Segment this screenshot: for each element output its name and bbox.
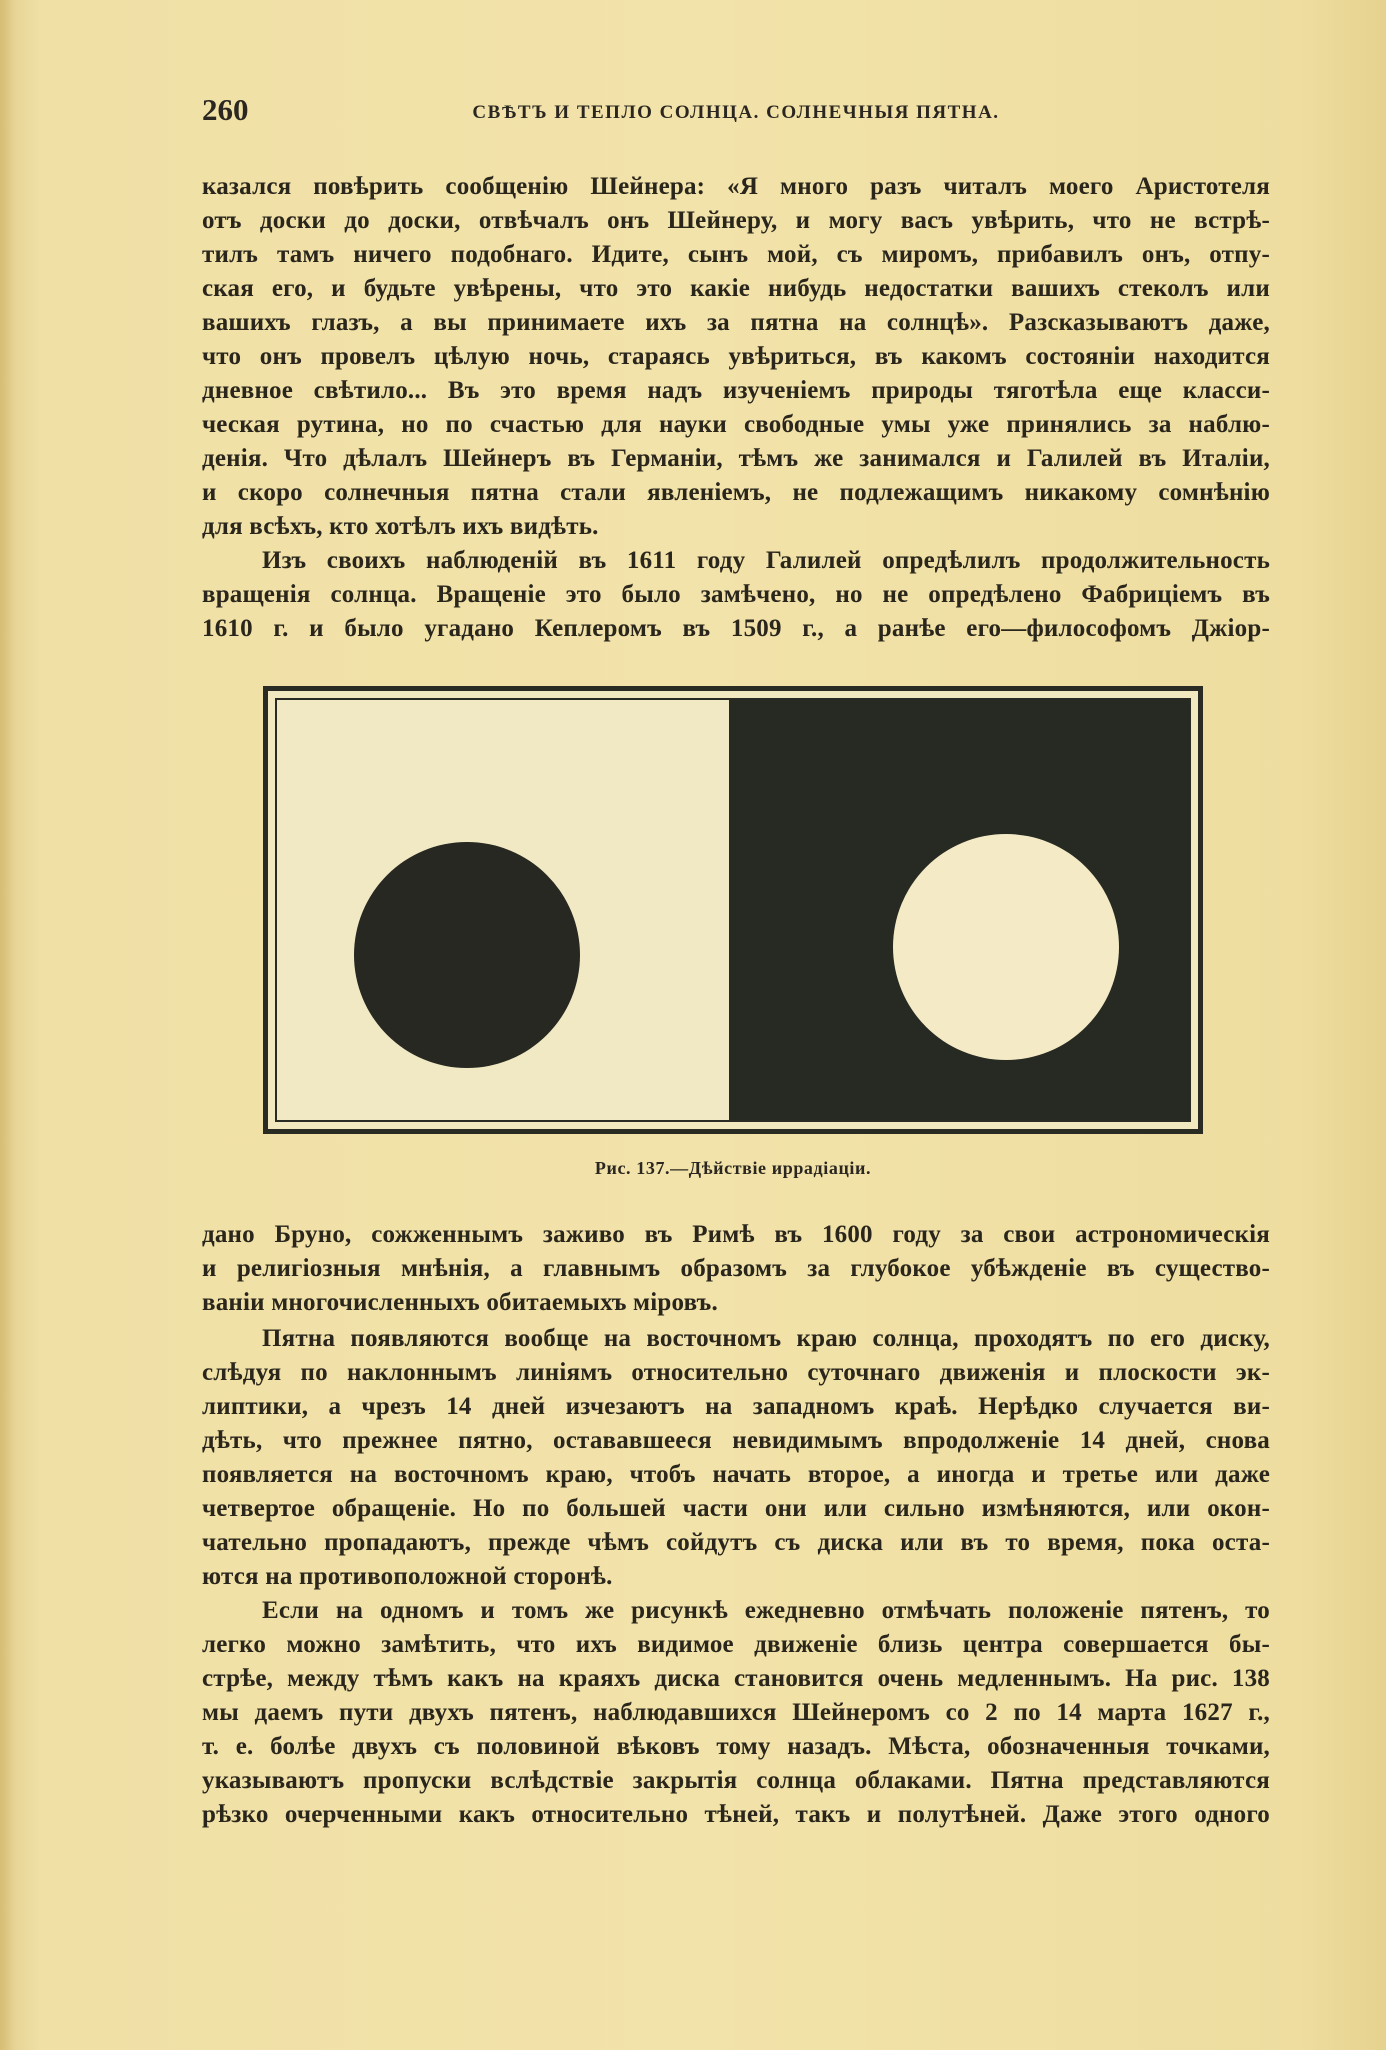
light-disc: [893, 834, 1119, 1060]
text-line: Если на одномъ и томъ же рисункѣ ежедневно отмѣчать положеніе пятенъ, то: [262, 1597, 1270, 1624]
paragraph-5: [202, 1594, 1270, 1832]
text-line: дневное свѣтило... Въ это время надъ изученіемъ природы тяготѣла еще класси-: [202, 377, 1270, 404]
text-line: появляется на восточномъ краю, чтобъ начать второе, а иногда и третье или даже: [202, 1461, 1270, 1488]
text-line: вашихъ глазъ, а вы принимаете ихъ за пятна на солнцѣ». Разсказываютъ даже,: [202, 309, 1270, 336]
text-line: дѣть, что прежнее пятно, остававшееся невидимымъ впродолженіе 14 дней, снова: [202, 1427, 1270, 1454]
text-line: ваніи многочисленныхъ обитаемыхъ міровъ.: [202, 1289, 718, 1316]
text-line: липтики, а чрезъ 14 дней изчезаютъ на западномъ краѣ. Нерѣдко случается ви-: [202, 1393, 1270, 1420]
text-line: т. е. болѣе двухъ съ половиной вѣковъ тому назадъ. Мѣста, обозначенныя точками,: [202, 1733, 1270, 1760]
irradiation-figure: [263, 686, 1203, 1134]
paragraph-4: [202, 1322, 1270, 1594]
text-line: чательно пропадаютъ, прежде чѣмъ сойдутъ съ диска или въ то время, пока оста-: [202, 1529, 1270, 1556]
page-number: 260: [202, 92, 249, 127]
text-line: рѣзко очерченными какъ относительно тѣней, такъ и полутѣней. Даже этого одного: [202, 1801, 1270, 1828]
text-line: для всѣхъ, кто хотѣлъ ихъ видѣть.: [202, 513, 599, 540]
text-line: слѣдуя по наклоннымъ линіямъ относительно суточнаго движенія и плоскости эк-: [202, 1359, 1270, 1386]
text-line: дано Бруно, сожженнымъ заживо въ Римѣ въ 1600 году за свои астрономическія: [202, 1221, 1270, 1248]
text-line: отъ доски до доски, отвѣчалъ онъ Шейнеру, и могу васъ увѣрить, что не встрѣ-: [202, 207, 1270, 234]
paragraph-3: [202, 1218, 1270, 1320]
paragraph-1: [202, 170, 1270, 544]
figure-caption: Рис. 137.—Дѣйствіе иррадіаціи.: [594, 1158, 872, 1178]
dark-panel: [729, 700, 1189, 1120]
text-line: что онъ провелъ цѣлую ночь, стараясь увѣриться, въ какомъ состояніи находится: [202, 343, 1270, 370]
text-line: и религіозныя мнѣнія, а главнымъ образомъ за глубокое убѣжденіе въ существо-: [202, 1255, 1270, 1282]
dark-disc: [354, 842, 580, 1068]
text-line: указываютъ пропуски вслѣдствіе закрытія солнца облаками. Пятна представляются: [202, 1767, 1270, 1794]
text-line: казался повѣрить сообщенію Шейнера: «Я много разъ читалъ моего Аристотеля: [202, 173, 1270, 200]
text-line: вращенія солнца. Вращеніе это было замѣчено, но не опредѣлено Фабриціемъ въ: [202, 581, 1270, 608]
page-edge: [0, 0, 14, 2050]
text-line: тилъ тамъ ничего подобнаго. Идите, сынъ мой, съ миромъ, прибавилъ онъ, отпу-: [202, 241, 1270, 268]
text-line: четвертое обращеніе. Но по большей части они или сильно измѣняются, или окон-: [202, 1495, 1270, 1522]
text-line: 1610 г. и было угадано Кеплеромъ въ 1509 г., а ранѣе его—философомъ Джіор-: [202, 615, 1270, 642]
text-line: ская его, и будьте увѣрены, что это какіе нибудь недостатки вашихъ стеколъ или: [202, 275, 1270, 302]
text-line: ются на противоположной сторонѣ.: [202, 1563, 613, 1590]
text-line: Пятна появляются вообще на восточномъ краю солнца, проходятъ по его диску,: [262, 1325, 1270, 1352]
text-line: денія. Что дѣлалъ Шейнеръ въ Германіи, тѣмъ же занимался и Галилей въ Италіи,: [202, 445, 1270, 472]
text-line: легко можно замѣтить, что ихъ видимое движеніе близь центра совершается бы-: [202, 1631, 1270, 1658]
figure-frame: [275, 698, 1191, 1122]
text-line: и скоро солнечныя пятна стали явленіемъ, не подлежащимъ никакому сомнѣнію: [202, 479, 1270, 506]
light-panel: [277, 700, 729, 1120]
running-title: СВѢТЪ И ТЕПЛО СОЛНЦА. СОЛНЕЧНЫЯ ПЯТНА.: [472, 102, 1000, 123]
page-header: [202, 92, 1270, 132]
text-line: мы даемъ пути двухъ пятенъ, наблюдавшихся Шейнеромъ со 2 по 14 марта 1627 г.,: [202, 1699, 1270, 1726]
paragraph-2: [202, 544, 1270, 646]
text-line: Изъ своихъ наблюденій въ 1611 году Галилей опредѣлилъ продолжительность: [262, 547, 1270, 574]
text-line: стрѣе, между тѣмъ какъ на краяхъ диска становится очень медленнымъ. На рис. 138: [202, 1665, 1270, 1692]
text-line: ческая рутина, но по счастью для науки свободные умы уже принялись за наблю-: [202, 411, 1270, 438]
